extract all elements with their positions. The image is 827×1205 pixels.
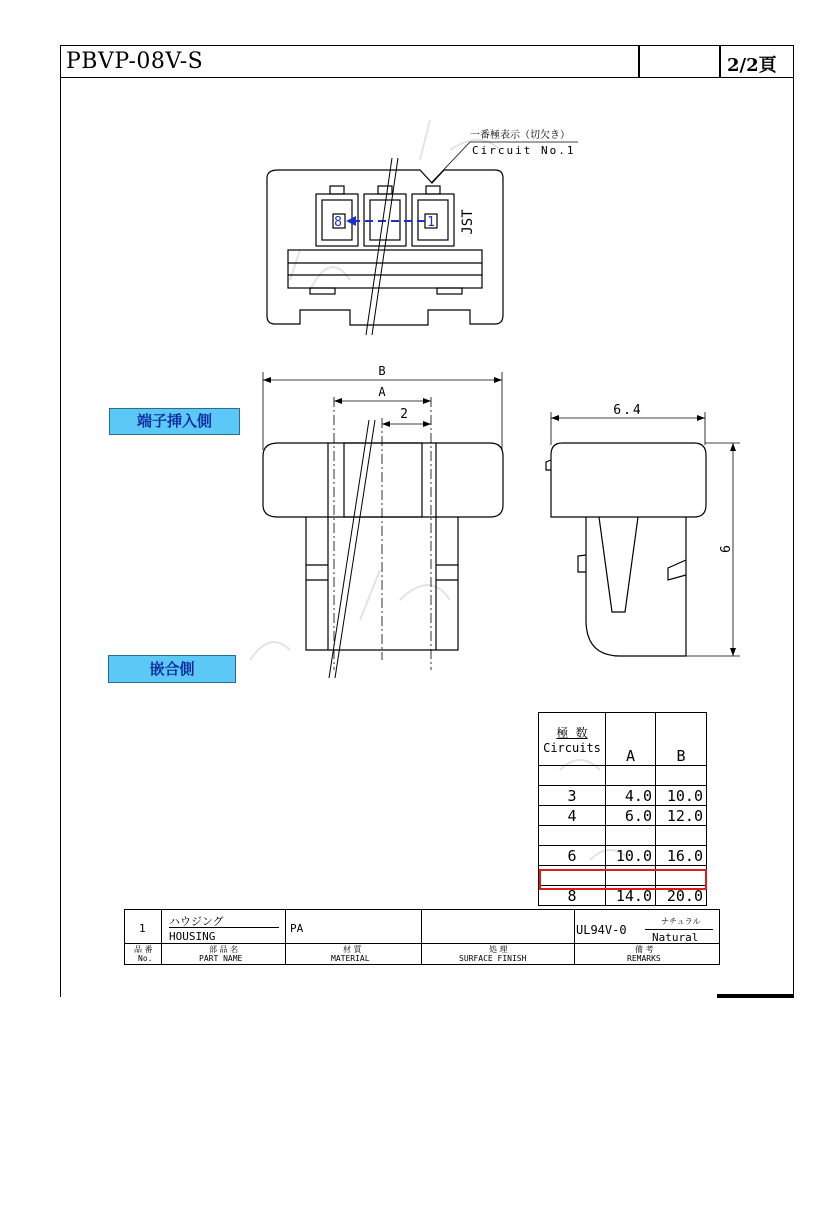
hdr-fin-en: SURFACE FINISH <box>459 954 527 963</box>
divider <box>574 910 575 964</box>
part-name-en: HOUSING <box>169 930 216 943</box>
table-row: 8 14.0 20.0 <box>539 886 707 906</box>
table-row: 6 10.0 16.0 <box>539 846 707 866</box>
highlighted-row-outline <box>539 869 707 890</box>
arrow-head-icon <box>346 216 356 226</box>
dimension-arrows <box>551 415 736 656</box>
dimensions-side <box>551 412 740 656</box>
divider <box>421 910 422 964</box>
pin-label-first: 1 <box>427 215 435 230</box>
dim-b-label: B <box>378 364 386 378</box>
item-number: 1 <box>139 922 146 935</box>
part-number-title: PBVP-08V-S <box>66 49 204 74</box>
material-value: PA <box>290 922 304 935</box>
callout-jp: 一番極表示（切欠き） <box>470 130 570 141</box>
hdr-rem-jp: 備 考 <box>635 945 654 954</box>
part-name-jp: ハウジング <box>169 915 224 928</box>
hdr-part-en: PART NAME <box>199 954 243 963</box>
dim-a-label: A <box>378 385 386 399</box>
hdr-no-en: No. <box>138 954 153 963</box>
divider <box>285 910 286 964</box>
page-number: 2/2頁 <box>727 55 777 76</box>
pin-label-last: 8 <box>334 215 342 230</box>
table-row: 4 6.0 12.0 <box>539 806 707 826</box>
front-view <box>263 443 503 650</box>
callout-leader <box>431 142 470 183</box>
hdr-rem-en: REMARKS <box>627 954 661 963</box>
hdr-mat-jp: 材 質 <box>343 945 362 954</box>
table-header-b: B <box>656 713 707 766</box>
remarks-grade: UL94V-0 <box>576 923 627 937</box>
parts-list <box>124 909 720 965</box>
insertion-side-label: 端子挿入側 <box>109 408 240 435</box>
dim-2-label: 2 <box>400 407 408 422</box>
side-view <box>546 443 706 656</box>
dim-6-4-label: 6.4 <box>613 403 643 418</box>
callout-en: Circuit No.1 <box>472 144 576 157</box>
hdr-fin-jp: 処 理 <box>489 945 508 954</box>
hdr-part-jp: 部 品 名 <box>209 945 239 954</box>
table-header-circuits: 極 数 Circuits <box>539 713 606 766</box>
dim-9-label: 9 <box>716 545 731 553</box>
table-header-a: A <box>606 713 656 766</box>
divider <box>645 929 713 930</box>
table-row: 3 4.0 10.0 <box>539 786 707 806</box>
remarks-color-en: Natural <box>652 931 699 944</box>
table-row <box>539 766 707 786</box>
remarks-color-jp: ナチュラル <box>661 917 701 926</box>
table-row <box>539 826 707 846</box>
brand-mark: JST <box>460 209 476 235</box>
mating-side-label: 嵌合側 <box>108 655 236 683</box>
hdr-no-jp: 品 番 <box>134 945 153 954</box>
hdr-mat-en: MATERIAL <box>331 954 370 963</box>
dimensions-front <box>263 372 502 670</box>
divider <box>161 910 162 964</box>
